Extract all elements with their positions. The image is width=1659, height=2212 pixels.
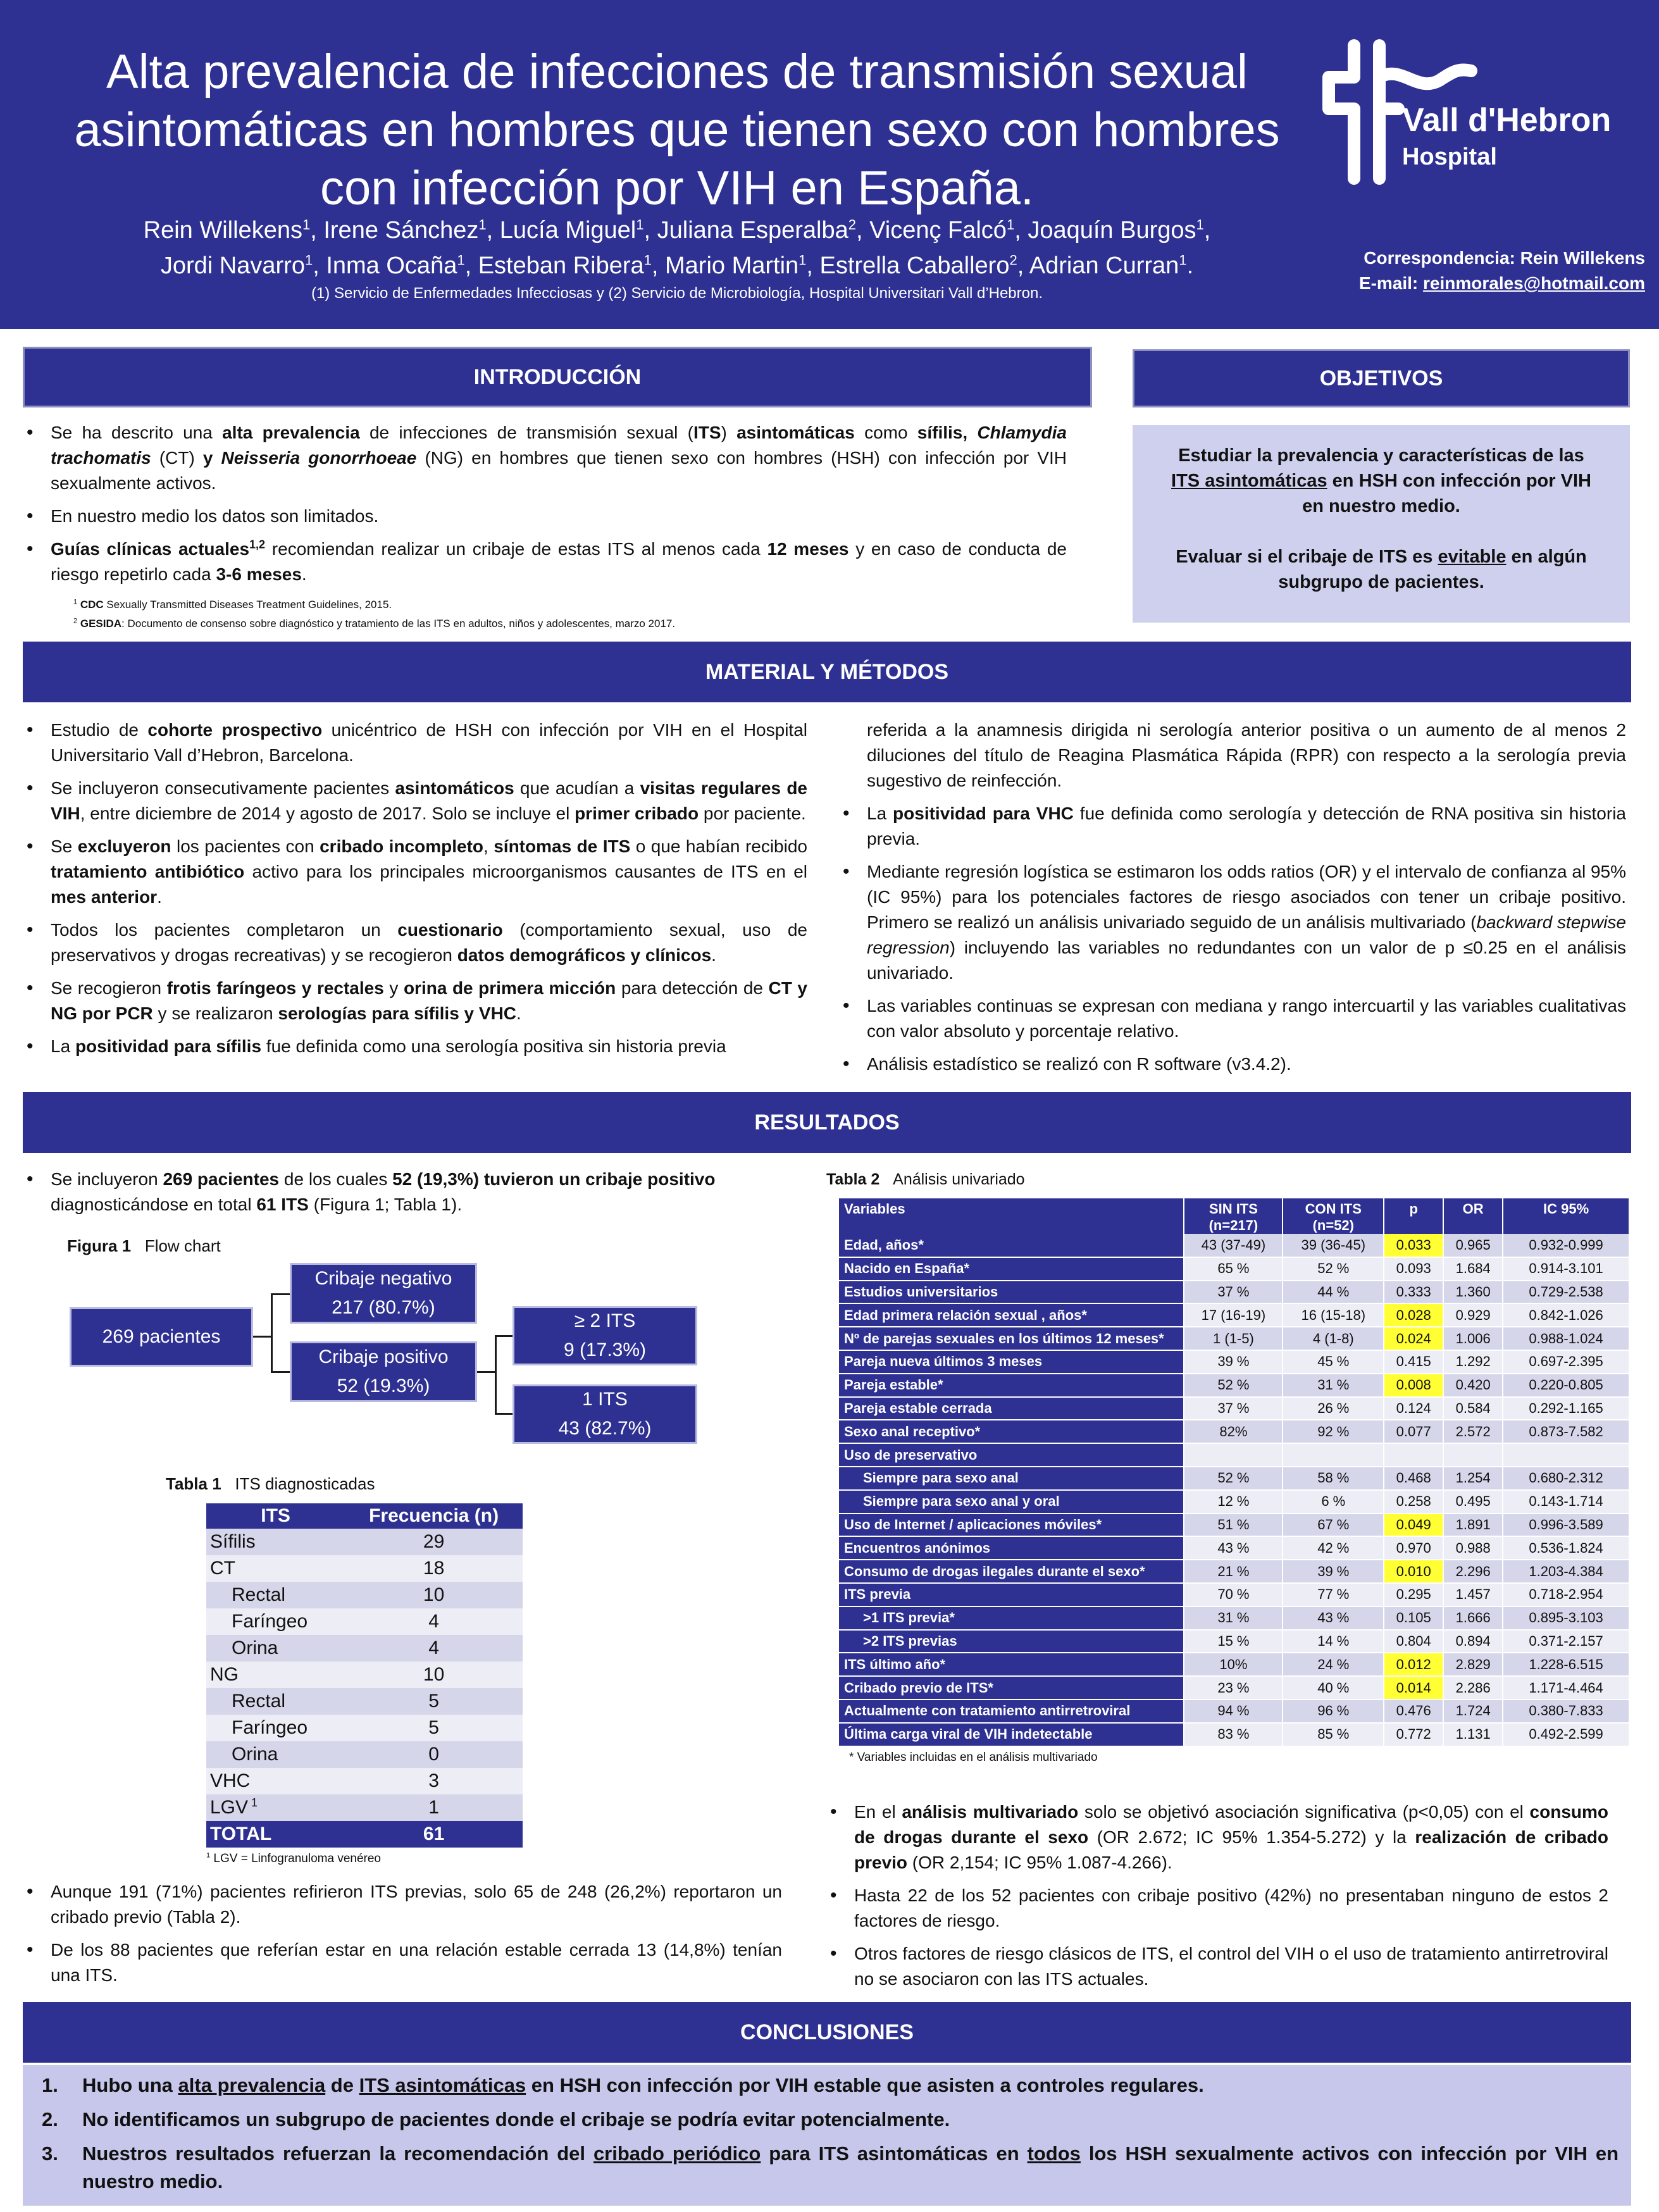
metodos-col2-bullet-2: • Mediante regresión logística se estimaron los odds ratios (OR) y el intervalo de confianza al 95% (IC 95%) para los potenciales factores de riesgo asociados con tener un cribaje positivo. Primero se realizó un análisis univariado seguido de un análisis multivariado (backward stepwise regression) incluyendo las variables no redundantes con un valor de p ≤0.25 en el análisis univariado. <box>839 859 1626 986</box>
table-row: Pareja nueva últimos 3 meses 39 % 45 % 0.415 1.292 0.697-2.395 <box>839 1350 1629 1374</box>
table-2-header-sin: SIN ITS (n=217) <box>1184 1198 1283 1234</box>
resultados-bullet-6: • Otros factores de riesgo clásicos de ITS, el control del VIH o el uso de tratamiento antirretroviral no se asociaron con las ITS actuales. <box>826 1941 1608 1992</box>
resultados-list-2 <box>23 1879 782 1996</box>
author-name: Adrian Curran <box>1029 252 1179 279</box>
flow-connector <box>271 1293 290 1295</box>
logo-sub: Hospital <box>1402 144 1497 170</box>
resultados-bullet-2: • Aunque 191 (71%) pacientes refirieron ITS previas, solo 65 de 248 (26,2%) reportaron un cribado previo (Tabla 2). <box>23 1879 782 1930</box>
table-row-total: TOTAL 61 <box>206 1821 523 1848</box>
correspondence <box>1291 245 1645 296</box>
metodos-col1-bullet-5: • Se recogieron frotis faríngeos y rectales y orina de primera micción para detección de CT y NG por PCR y se realizaron serologías para sífilis y VHC. <box>23 976 807 1026</box>
email-link[interactable]: reinmorales@hotmail.com <box>1423 273 1645 293</box>
flow-connector <box>253 1336 271 1338</box>
table-2-header-con: CON ITS (n=52) <box>1283 1198 1384 1234</box>
section-bar-objetivos: OBJETIVOS <box>1133 349 1630 407</box>
table-1 <box>206 1503 523 1867</box>
flow-chart <box>70 1259 702 1449</box>
title-line-2: asintomáticas en hombres que tienen sexo con hombres <box>74 103 1280 157</box>
table-row: LGV $^1$ 1 <box>206 1794 523 1821</box>
table-1-footnote: $^1$ LGV = Linfogranuloma venéreo <box>206 1851 381 1865</box>
section-bar-resultados: RESULTADOS <box>23 1092 1631 1153</box>
author-name: Lucía Miguel <box>499 217 637 244</box>
table-row: Sífilis 29 <box>206 1529 523 1555</box>
table-1-header-its: ITS <box>206 1503 345 1529</box>
conclusion-3: 3. Nuestros resultados refuerzan la recomendación del cribado periódico para ITS asintomáticas en todos los HSH sexualmente activos con infección por VIH en nuestro medio. <box>42 2142 1619 2192</box>
objetivo-1: Estudiar la prevalencia y características de las ITS asintomáticas en HSH con infección por VIH en nuestro medio. <box>1171 445 1591 516</box>
author-name: Vicenç Falcó <box>869 217 1007 244</box>
table-row: Última carga viral de VIH indetectable 83 % 85 % 0.772 1.131 0.492-2.599 <box>839 1723 1629 1746</box>
flow-box-negativo: Cribaje negativo 217 (80.7%) <box>290 1263 477 1324</box>
table-row: Nº de parejas sexuales en los últimos 12 meses* 1 (1-5) 4 (1-8) 0.024 1.006 0.988-1.024 <box>839 1327 1629 1350</box>
table-row: CT 18 <box>206 1555 523 1582</box>
table-row: Actualmente con tratamiento antirretroviral 94 % 96 % 0.476 1.724 0.380-7.833 <box>839 1699 1629 1723</box>
flow-box-positivo: Cribaje positivo 52 (19.3%) <box>290 1341 477 1402</box>
table-row: Consumo de drogas ilegales durante el sexo* 21 % 39 % 0.010 2.296 1.203-4.384 <box>839 1560 1629 1583</box>
table-row: NG 10 <box>206 1662 523 1688</box>
title-line-1: Alta prevalencia de infecciones de transmisión sexual <box>106 45 1248 99</box>
table-row: Encuentros anónimos 43 % 42 % 0.970 0.988 0.536-1.824 <box>839 1536 1629 1560</box>
author-name: Esteban Ribera <box>478 252 644 279</box>
metodos-column-2 <box>867 718 1626 1084</box>
resultados-list-1 <box>23 1167 807 1225</box>
metodos-column-2-list <box>839 801 1626 1077</box>
table-row: Edad primera relación sexual , años* 17 (16-19) 16 (15-18) 0.028 0.929 0.842-1.026 <box>839 1303 1629 1327</box>
author-name: Rein Willekens <box>143 217 302 244</box>
hospital-logo <box>1322 39 1651 185</box>
table-row: Uso de preservativo <box>839 1443 1629 1467</box>
table-2-caption: Tabla 2 Análisis univariado <box>826 1171 1025 1188</box>
table-row: Orina 4 <box>206 1635 523 1662</box>
resultados-bullet-5: • Hasta 22 de los 52 pacientes con cribaje positivo (42%) no presentaban ninguno de estos 2 factores de riesgo. <box>826 1883 1608 1934</box>
table-row: VHC 3 <box>206 1768 523 1794</box>
table-row: Sexo anal receptivo* 82% 92 % 0.077 2.572 0.873-7.582 <box>839 1420 1629 1443</box>
flow-connector <box>271 1371 290 1373</box>
objetivos-box <box>1133 425 1630 623</box>
poster-header <box>0 0 1659 329</box>
table-row: Rectal 5 <box>206 1688 523 1715</box>
flow-connector <box>495 1335 497 1415</box>
flow-connector <box>271 1293 273 1373</box>
conclusion-2: 2. No identificamos un subgrupo de pacientes donde el cribaje se podría evitar potencialmente. <box>42 2108 950 2130</box>
flow-connector <box>495 1413 513 1415</box>
figure-1-caption: Figura 1 Flow chart <box>67 1236 221 1255</box>
metodos-col1-bullet-4: • Todos los pacientes completaron un cuestionario (comportamiento sexual, uso de preservativos y drogas recreativas) y se recogieron datos demográficos y clínicos. <box>23 917 807 968</box>
table-row: >2 ITS previas 15 % 14 % 0.804 0.894 0.371-2.157 <box>839 1630 1629 1653</box>
table-1-caption: Tabla 1 ITS diagnosticadas <box>166 1474 375 1493</box>
author-name: Juliana Esperalba <box>657 217 848 244</box>
authors-line-2: Jordi Navarro$^1$, Inma Ocaña$^1$, Esteban Ribera$^1$, Mario Martin$^1$, Estrella Caballero$^2$, Adrian Curran$^1$. <box>160 252 1194 279</box>
metodos-col1-bullet-2: • Se incluyeron consecutivamente pacientes asintomáticos que acudían a visitas regulares de VIH, entre diciembre de 2014 y agosto de 2017. Solo se incluye el primer cribado por paciente. <box>23 776 807 826</box>
conclusion-1: 1. Hubo una alta prevalencia de ITS asintomáticas en HSH con infección por VIH estable que asisten a controles regulares. <box>42 2074 1204 2096</box>
author-name: Jordi Navarro <box>160 252 305 279</box>
authors-line-1: Rein Willekens$^1$, Irene Sánchez$^1$, Lucía Miguel$^1$, Juliana Esperalba$^2$, Vicenç Falcó$^1$, Joaquín Burgos$^1$, <box>143 216 1211 244</box>
table-row: Orina 0 <box>206 1741 523 1768</box>
poster-title <box>51 43 1303 218</box>
intro-bullet-3: • Guías clínicas actuales$^{1,2}$ recomiendan realizar un cribaje de estas ITS al menos cada 12 meses y en caso de conducta de riesgo repetirlo cada 3-6 meses. <box>23 537 1067 587</box>
table-2 <box>839 1198 1630 1765</box>
flow-box-1its: 1 ITS 43 (82.7%) <box>513 1384 697 1444</box>
metodos-col2-bullet-3: • Las variables continuas se expresan con mediana y rango intercuartil y las variables cualitativas con valor absoluto y porcentaje relativo. <box>839 993 1626 1044</box>
table-row: Pareja estable* 52 % 31 % 0.008 0.420 0.220-0.805 <box>839 1374 1629 1397</box>
intro-list <box>23 420 1067 595</box>
intro-bullet-2: • En nuestro medio los datos son limitados. <box>23 504 1067 529</box>
table-row: Edad, años* 43 (37-49) 39 (36-45) 0.033 0.965 0.932-0.999 <box>839 1234 1629 1257</box>
table-row: ITS último año* 10% 24 % 0.012 2.829 1.228-6.515 <box>839 1653 1629 1676</box>
table-row: Uso de Internet / aplicaciones móviles* 51 % 67 % 0.049 1.891 0.996-3.589 <box>839 1513 1629 1537</box>
author-name: Mario Martin <box>665 252 799 279</box>
resultados-bullet-3: • De los 88 pacientes que referían estar en una relación estable cerrada 13 (14,8%) tenían una ITS. <box>23 1937 782 1988</box>
table-row: Siempre para sexo anal 52 % 58 % 0.468 1.254 0.680-2.312 <box>839 1467 1629 1490</box>
correspondence-name: Correspondencia: Rein Willekens <box>1364 248 1645 268</box>
authors <box>51 213 1303 283</box>
table-row: Rectal 10 <box>206 1582 523 1608</box>
flow-connector <box>495 1335 513 1337</box>
resultados-bullet-1: • Se incluyeron 269 pacientes de los cuales 52 (19,3%) tuvieron un cribaje positivo diagnosticándose en total 61 ITS (Figura 1; Tabla 1). <box>23 1167 807 1217</box>
table-row: Estudios universitarios 37 % 44 % 0.333 1.360 0.729-2.538 <box>839 1281 1629 1304</box>
metodos-col1-bullet-3: • Se excluyeron los pacientes con cribado incompleto, síntomas de ITS o que habían recibido tratamiento antibiótico activo para los principales microorganismos causantes de ITS en el mes anterior. <box>23 834 807 910</box>
flow-connector <box>477 1371 495 1373</box>
metodos-col1-bullet-1: • Estudio de cohorte prospectivo unicéntrico de HSH con infección por VIH en el Hospital Universitario Vall d’Hebron, Barcelona. <box>23 718 807 768</box>
correspondence-email: E-mail: reinmorales@hotmail.com <box>1358 273 1645 293</box>
metodos-col2-bullet-1: • La positividad para VHC fue definida como serología y detección de RNA positiva sin historia previa. <box>839 801 1626 852</box>
section-bar-conclusiones: CONCLUSIONES <box>23 2002 1631 2063</box>
table-row: Faríngeo 4 <box>206 1608 523 1635</box>
logo-name: Vall d'Hebron <box>1402 102 1612 139</box>
title-line-3: con infección por VIH en España. <box>320 161 1034 215</box>
reference-1: $^1$ CDC Sexually Transmitted Diseases Treatment Guidelines, 2015. <box>73 598 392 611</box>
section-bar-intro: INTRODUCCIÓN <box>23 347 1092 407</box>
flow-box-ge2: ≥ 2 ITS 9 (17.3%) <box>513 1306 697 1365</box>
table-2-header-or: OR <box>1443 1198 1503 1234</box>
table-row: Pareja estable cerrada 37 % 26 % 0.124 0.584 0.292-1.165 <box>839 1397 1629 1420</box>
author-name: Irene Sánchez <box>323 217 479 244</box>
objetivo-2: Evaluar si el cribaje de ITS es evitable en algún subgrupo de pacientes. <box>1176 547 1587 592</box>
table-2-footnote: * Variables incluidas en el análisis multivariado <box>849 1750 1098 1764</box>
conclusiones-box <box>23 2065 1631 2206</box>
author-name: Inma Ocaña <box>326 252 457 279</box>
table-row: Nacido en España* 65 % 52 % 0.093 1.684 0.914-3.101 <box>839 1257 1629 1281</box>
resultados-list-3 <box>826 1799 1608 1999</box>
conclusiones-list <box>42 2072 1619 2196</box>
table-1-header-freq: Frecuencia (n) <box>345 1503 523 1529</box>
resultados-bullet-4: • En el análisis multivariado solo se objetivó asociación significativa (p<0,05) con el consumo de drogas durante el sexo (OR 2.672; IC 95% 1.354-5.272) y la realización de cribado previo (OR 2,154; IC 95% 1.087-4.266). <box>826 1799 1608 1875</box>
author-name: Estrella Caballero <box>819 252 1010 279</box>
table-row: >1 ITS previa* 31 % 43 % 0.105 1.666 0.895-3.103 <box>839 1606 1629 1630</box>
table-row: ITS previa 70 % 77 % 0.295 1.457 0.718-2.954 <box>839 1583 1629 1606</box>
flow-box-total: 269 pacientes <box>70 1307 253 1367</box>
intro-bullet-1: • Se ha descrito una alta prevalencia de infecciones de transmisión sexual (ITS) asintomáticas como sífilis, Chlamydia trachomatis (CT) y Neisseria gonorrhoeae (NG) en hombres que tienen sexo con hombres (HSH) con infección por VIH sexualmente activos. <box>23 420 1067 496</box>
reference-2: $^2$ GESIDA: Documento de consenso sobre diagnóstico y tratamiento de las ITS en adultos, niños y adolescentes, marzo 2017. <box>73 617 676 630</box>
table-row: Faríngeo 5 <box>206 1715 523 1741</box>
metodos-col1-bullet-6: • La positividad para sífilis fue definida como una serología positiva sin historia previa <box>23 1034 807 1059</box>
table-row: Cribado previo de ITS* 23 % 40 % 0.014 2.286 1.171-4.464 <box>839 1676 1629 1699</box>
metodos-column-1 <box>23 718 807 1067</box>
table-2-header-variables: Variables <box>839 1198 1184 1234</box>
author-name: Joaquín Burgos <box>1028 217 1196 244</box>
metodos-col2-bullet-4: • Análisis estadístico se realizó con R software (v3.4.2). <box>839 1052 1626 1077</box>
intro-references <box>73 597 1086 631</box>
table-2-header-p: p <box>1384 1198 1443 1234</box>
metodos-continuation: referida a la anamnesis dirigida ni serología anterior positiva o un aumento de al menos 2 diluciones del título de Reagina Plasmática Rápida (RPR) con respecto a la serología previa sugestivo de reinfección. <box>867 720 1626 790</box>
affiliations: (1) Servicio de Enfermedades Infecciosas y (2) Servicio de Microbiología, Hospital Universitari Vall d’Hebron. <box>311 285 1043 302</box>
table-row: Siempre para sexo anal y oral 12 % 6 % 0.258 0.495 0.143-1.714 <box>839 1490 1629 1513</box>
table-2-header-ic: IC 95% <box>1503 1198 1629 1234</box>
section-bar-metodos: MATERIAL Y MÉTODOS <box>23 642 1631 702</box>
